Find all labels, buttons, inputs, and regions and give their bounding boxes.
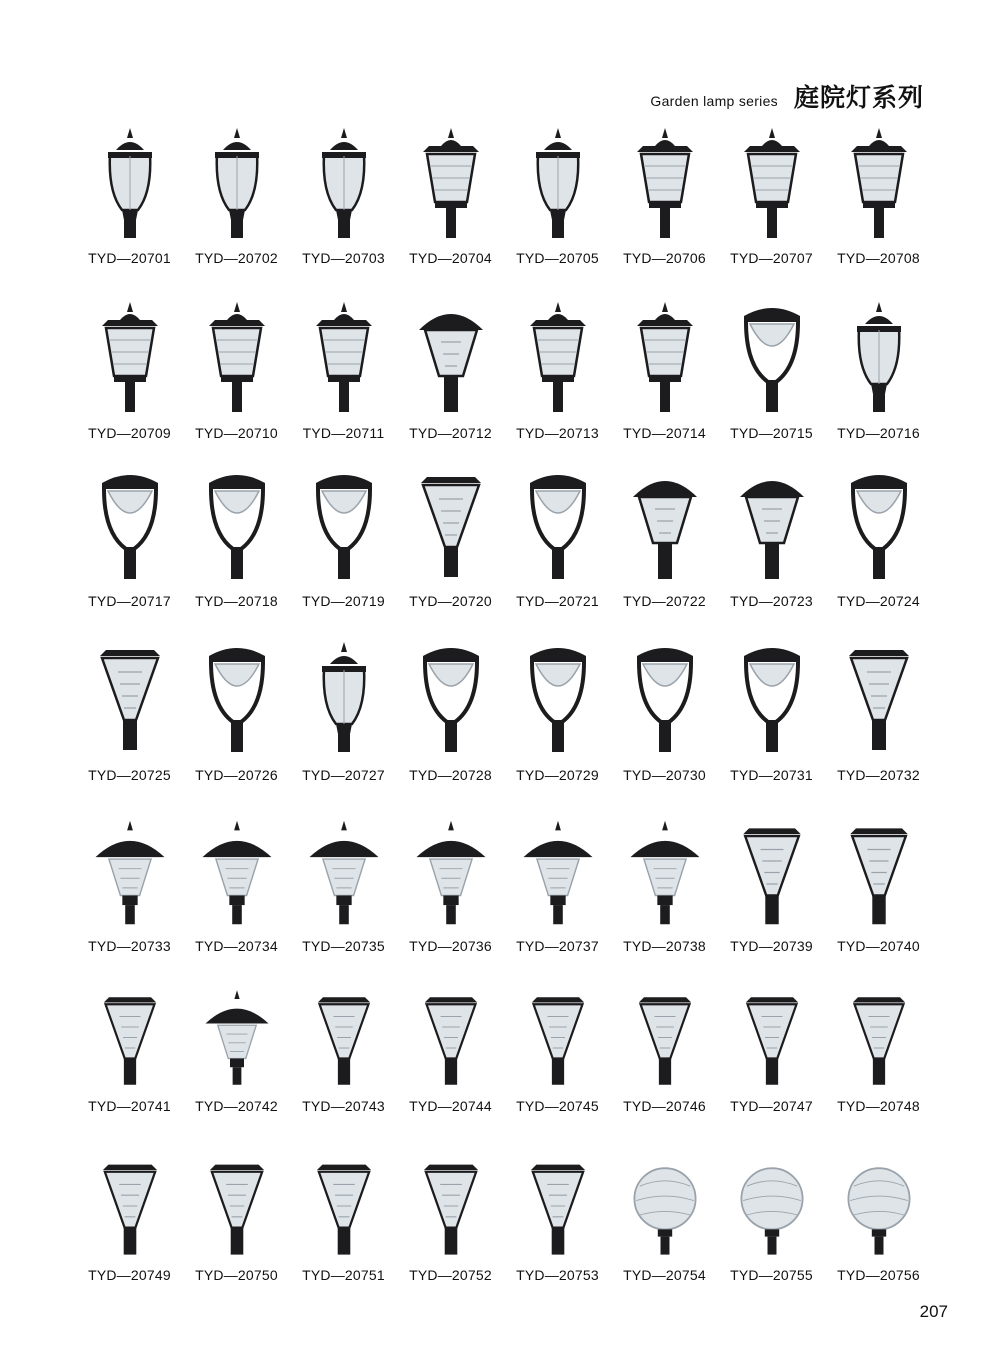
product-code: TYD—20711 — [302, 425, 385, 441]
product-code: TYD—20743 — [302, 1098, 385, 1114]
product-code: TYD—20746 — [623, 1098, 706, 1114]
lamp-image — [397, 985, 504, 1090]
product-code: TYD—20738 — [623, 938, 706, 954]
lamp-icon — [80, 815, 180, 930]
lamp-icon — [615, 815, 715, 930]
product-code: TYD—20705 — [516, 250, 599, 266]
lamp-image — [397, 295, 504, 417]
lamp-image — [504, 1152, 611, 1260]
product-code: TYD—20718 — [195, 593, 278, 609]
lamp-icon — [829, 460, 929, 586]
product-code: TYD—20753 — [516, 1267, 599, 1283]
lamp-icon — [294, 815, 394, 930]
lamp-image — [397, 1152, 504, 1260]
lamp-image — [504, 295, 611, 417]
lamp-image — [611, 815, 718, 930]
lamp-image — [504, 460, 611, 586]
product-code: TYD—20747 — [730, 1098, 813, 1114]
product-code: TYD—20726 — [195, 767, 278, 783]
lamp-icon — [187, 985, 287, 1090]
lamp-icon — [401, 460, 501, 586]
lamp-image — [290, 118, 397, 246]
product-code: TYD—20725 — [88, 767, 171, 783]
product-code: TYD—20748 — [837, 1098, 920, 1114]
lamp-image — [504, 985, 611, 1090]
lamp-image — [290, 985, 397, 1090]
lamp-icon — [829, 632, 929, 760]
lamp-icon — [722, 460, 822, 586]
lamp-image — [504, 815, 611, 930]
product-code: TYD—20750 — [195, 1267, 278, 1283]
lamp-image — [718, 815, 825, 930]
product-code: TYD—20724 — [837, 593, 920, 609]
lamp-image — [718, 460, 825, 586]
lamp-icon — [401, 985, 501, 1090]
lamp-icon — [829, 1152, 929, 1260]
product-code: TYD—20721 — [516, 593, 599, 609]
product-code: TYD—20701 — [88, 250, 171, 266]
product-code: TYD—20756 — [837, 1267, 920, 1283]
product-code: TYD—20754 — [623, 1267, 706, 1283]
lamp-icon — [722, 118, 822, 246]
lamp-icon — [294, 295, 394, 417]
lamp-image — [397, 815, 504, 930]
product-code: TYD—20752 — [409, 1267, 492, 1283]
product-code: TYD—20737 — [516, 938, 599, 954]
lamp-image — [504, 632, 611, 760]
product-code: TYD—20734 — [195, 938, 278, 954]
lamp-image — [611, 1152, 718, 1260]
lamp-icon — [80, 1152, 180, 1260]
product-code: TYD—20749 — [88, 1267, 171, 1283]
product-code: TYD—20707 — [730, 250, 813, 266]
lamp-icon — [80, 985, 180, 1090]
product-code: TYD—20755 — [730, 1267, 813, 1283]
lamp-image — [76, 985, 183, 1090]
lamp-image — [611, 118, 718, 246]
product-code: TYD—20719 — [302, 593, 385, 609]
product-code: TYD—20731 — [730, 767, 813, 783]
product-code: TYD—20716 — [837, 425, 920, 441]
lamp-icon — [722, 1152, 822, 1260]
lamp-icon — [187, 815, 287, 930]
lamp-image — [76, 815, 183, 930]
lamp-image — [397, 632, 504, 760]
lamp-icon — [294, 118, 394, 246]
lamp-image — [290, 295, 397, 417]
product-code: TYD—20723 — [730, 593, 813, 609]
lamp-icon — [508, 1152, 608, 1260]
product-code: TYD—20728 — [409, 767, 492, 783]
lamp-icon — [401, 1152, 501, 1260]
product-code: TYD—20720 — [409, 593, 492, 609]
product-code: TYD—20742 — [195, 1098, 278, 1114]
product-code: TYD—20732 — [837, 767, 920, 783]
lamp-image — [611, 460, 718, 586]
lamp-image — [504, 118, 611, 246]
lamp-image — [183, 815, 290, 930]
product-code: TYD—20735 — [302, 938, 385, 954]
product-code: TYD—20702 — [195, 250, 278, 266]
lamp-image — [825, 295, 932, 417]
lamp-icon — [80, 118, 180, 246]
lamp-image — [718, 295, 825, 417]
product-code: TYD—20744 — [409, 1098, 492, 1114]
lamp-icon — [294, 460, 394, 586]
lamp-icon — [401, 295, 501, 417]
lamp-image — [611, 985, 718, 1090]
lamp-icon — [187, 1152, 287, 1260]
lamp-image — [183, 460, 290, 586]
product-code: TYD—20733 — [88, 938, 171, 954]
lamp-image — [718, 985, 825, 1090]
lamp-icon — [294, 985, 394, 1090]
lamp-icon — [508, 632, 608, 760]
lamp-icon — [615, 460, 715, 586]
lamp-icon — [722, 295, 822, 417]
product-code: TYD—20715 — [730, 425, 813, 441]
lamp-icon — [829, 985, 929, 1090]
lamp-image — [825, 460, 932, 586]
lamp-icon — [508, 815, 608, 930]
lamp-icon — [722, 632, 822, 760]
lamp-icon — [294, 632, 394, 760]
lamp-image — [825, 1152, 932, 1260]
lamp-icon — [187, 632, 287, 760]
product-code: TYD—20717 — [88, 593, 171, 609]
page-number: 207 — [919, 1302, 948, 1321]
series-title-en: Garden lamp series — [650, 93, 778, 109]
lamp-image — [183, 985, 290, 1090]
lamp-image — [76, 118, 183, 246]
lamp-icon — [615, 295, 715, 417]
lamp-icon — [187, 295, 287, 417]
product-code: TYD—20710 — [195, 425, 278, 441]
lamp-image — [825, 632, 932, 760]
lamp-icon — [722, 985, 822, 1090]
lamp-image — [76, 460, 183, 586]
lamp-image — [397, 460, 504, 586]
lamp-icon — [615, 118, 715, 246]
lamp-icon — [508, 985, 608, 1090]
lamp-image — [718, 632, 825, 760]
lamp-image — [718, 1152, 825, 1260]
lamp-icon — [829, 295, 929, 417]
lamp-icon — [615, 1152, 715, 1260]
lamp-icon — [508, 460, 608, 586]
product-code: TYD—20727 — [302, 767, 385, 783]
lamp-icon — [401, 632, 501, 760]
product-code: TYD—20745 — [516, 1098, 599, 1114]
product-code: TYD—20709 — [88, 425, 171, 441]
lamp-icon — [80, 632, 180, 760]
lamp-icon — [615, 632, 715, 760]
lamp-icon — [187, 118, 287, 246]
lamp-image — [183, 1152, 290, 1260]
product-code: TYD—20739 — [730, 938, 813, 954]
product-code: TYD—20722 — [623, 593, 706, 609]
lamp-image — [290, 1152, 397, 1260]
product-code: TYD—20729 — [516, 767, 599, 783]
lamp-image — [825, 118, 932, 246]
lamp-icon — [401, 118, 501, 246]
lamp-icon — [829, 815, 929, 930]
product-code: TYD—20730 — [623, 767, 706, 783]
product-code: TYD—20741 — [88, 1098, 171, 1114]
lamp-image — [611, 295, 718, 417]
product-code: TYD—20706 — [623, 250, 706, 266]
lamp-icon — [80, 295, 180, 417]
lamp-image — [611, 632, 718, 760]
lamp-icon — [722, 815, 822, 930]
lamp-icon — [508, 118, 608, 246]
lamp-image — [397, 118, 504, 246]
lamp-image — [825, 985, 932, 1090]
product-code: TYD—20736 — [409, 938, 492, 954]
lamp-image — [290, 632, 397, 760]
lamp-image — [183, 295, 290, 417]
product-code: TYD—20703 — [302, 250, 385, 266]
lamp-image — [825, 815, 932, 930]
lamp-icon — [508, 295, 608, 417]
lamp-image — [718, 118, 825, 246]
lamp-icon — [401, 815, 501, 930]
lamp-icon — [187, 460, 287, 586]
product-code: TYD—20712 — [409, 425, 492, 441]
lamp-image — [183, 118, 290, 246]
lamp-icon — [829, 118, 929, 246]
lamp-icon — [294, 1152, 394, 1260]
product-code: TYD—20751 — [302, 1267, 385, 1283]
product-code: TYD—20714 — [623, 425, 706, 441]
series-title-zh: 庭院灯系列 — [793, 83, 924, 112]
product-code: TYD—20708 — [837, 250, 920, 266]
lamp-catalog-grid — [76, 0, 932, 1366]
lamp-image — [76, 632, 183, 760]
product-code: TYD—20740 — [837, 938, 920, 954]
lamp-icon — [615, 985, 715, 1090]
lamp-image — [76, 1152, 183, 1260]
product-code: TYD—20713 — [516, 425, 599, 441]
lamp-image — [290, 460, 397, 586]
lamp-icon — [80, 460, 180, 586]
lamp-image — [183, 632, 290, 760]
lamp-image — [76, 295, 183, 417]
product-code: TYD—20704 — [409, 250, 492, 266]
lamp-image — [290, 815, 397, 930]
